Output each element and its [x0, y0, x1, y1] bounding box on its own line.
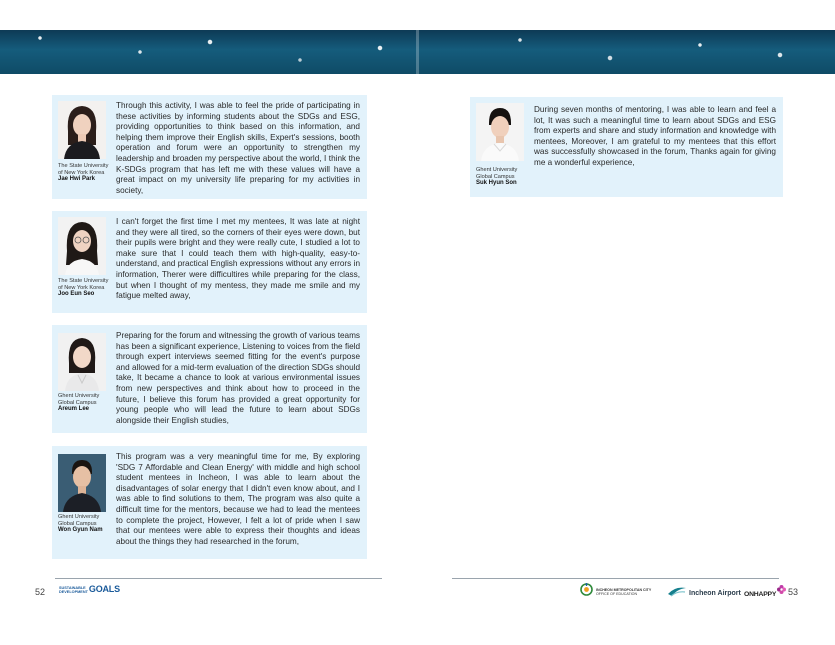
testimonial-text: Through this activity, I was able to feel the pride of participating in these activities by informing students about the SDGs and ESG, providing opportunities to think based on this information, and helping them improve their English skills, Expert's sessions, booth operation and forum were an opportunity to strengthen my leadership and broaden my perspective about the world, I think the K-SDGs program that has left me with these values will have a great impact on my university life preparing for my activities in society,	[116, 101, 360, 195]
testimonial-text: I can't forget the first time I met my mentees, It was late at night and they were all tired, so the corners of their eyes were down, but their pupils were bright and they were really cute, I studied a lot to make sure that I could teach them with high-quality, easy-to-understand, and practical English expressions without any errors in information, Therer were difficultires while preparing for the class, but when I thought of my mentess, they made me smile and my fatigue melted away,	[116, 217, 360, 301]
testimonial-card	[52, 95, 367, 199]
incheon-education-line2: OFFICE OF EDUCATION	[596, 592, 638, 596]
sdg-logo-line1: SUSTAINABLE	[59, 585, 86, 590]
person-name: Jae Hwi Park	[58, 176, 96, 183]
sdg-logo-small-text	[59, 586, 88, 594]
testimonial-text: During seven months of mentoring, I was able to learn and feel a lot, It was such a meaningful time to learn about SDGs and ESG from experts and share and study information and knowledge with mentees, Moreover, I am grateful to my mentees that this effort was successfully showcased in the forum, Thanks again for giving me a wonderful experience,	[534, 105, 776, 167]
page-number-right: 53	[788, 587, 799, 597]
incheon-education-line1: INCHEON METROPOLITAN CITY	[596, 587, 652, 592]
person-info	[58, 163, 114, 183]
person-name: Won Gyun Nam	[58, 527, 103, 534]
person-affiliation: The State University of New York Korea	[58, 278, 109, 291]
testimonial-card	[470, 97, 783, 197]
page-gutter	[416, 30, 419, 74]
portrait-photo	[58, 333, 106, 391]
sdg-logo-line2: DEVELOPMENT	[59, 589, 88, 594]
partner-logo-incheon-education	[580, 582, 651, 602]
person-info	[476, 167, 532, 187]
person-info	[58, 278, 114, 298]
page-number-left: 52	[35, 587, 46, 597]
testimonial-card	[52, 211, 367, 313]
incheon-airport-text: Incheon Airport	[689, 589, 741, 597]
person-name: Joo Eun Seo	[58, 291, 95, 298]
person-affiliation: Ghent University Global Campus	[476, 167, 518, 180]
incheon-airport-swoosh-icon	[667, 584, 687, 602]
footer-divider	[55, 578, 382, 579]
person-affiliation: Ghent University Global Campus	[58, 514, 100, 527]
partner-logo-onhappy	[744, 582, 787, 600]
incheon-education-text	[596, 588, 651, 597]
sdg-logo-goals: GOALS	[88, 584, 120, 594]
footer-divider	[452, 578, 779, 579]
person-name: Suk Hyun Son	[476, 180, 517, 187]
portrait-photo	[476, 103, 524, 161]
person-info	[58, 393, 114, 413]
onhappy-text: ONHAPPY	[744, 590, 777, 598]
testimonial-card	[52, 446, 367, 559]
sdg-logo	[59, 584, 120, 594]
testimonial-text: This program was a very meaningful time for me, By exploring 'SDG 7 Affordable and Clean Energy' with middle and high school student mentees in Incheon, I was able to learn about the disadvantages of solar energy that I didn't even know about, and I was able to find solutions to them, The program was also quite a difficult time for the mentors, because we had to lead the mentees to complete the project, However, I felt a lot of pride when I saw that our mentees were able to express their thoughts and ideas about the things they had researched in the forum,	[116, 452, 360, 546]
portrait-photo	[58, 454, 106, 512]
portrait-photo	[58, 217, 106, 275]
portrait-photo	[58, 101, 106, 159]
person-affiliation: The State University of New York Korea	[58, 163, 109, 176]
person-name: Areum Lee	[58, 406, 90, 413]
partner-logo-incheon-airport	[667, 584, 741, 602]
person-info	[58, 514, 114, 534]
incheon-education-emblem-icon	[580, 582, 593, 602]
testimonial-card	[52, 325, 367, 433]
person-affiliation: Ghent University Global Campus	[58, 393, 100, 406]
testimonial-text: Preparing for the forum and witnessing the growth of various teams has been a significant experience, Listening to voices from the field through expert interviews seemed fitting for the event's purpose and allowed for a mid-term evaluation of the direction SDGs should take, It became a chance to look at various environmental issues from new perspectives and think about how to proceed in the future, I believe this forum has provided a great opportunity for young people who will lead the future to learn about SDGs alongside their English studies,	[116, 331, 360, 425]
onhappy-flower-icon	[776, 582, 787, 600]
